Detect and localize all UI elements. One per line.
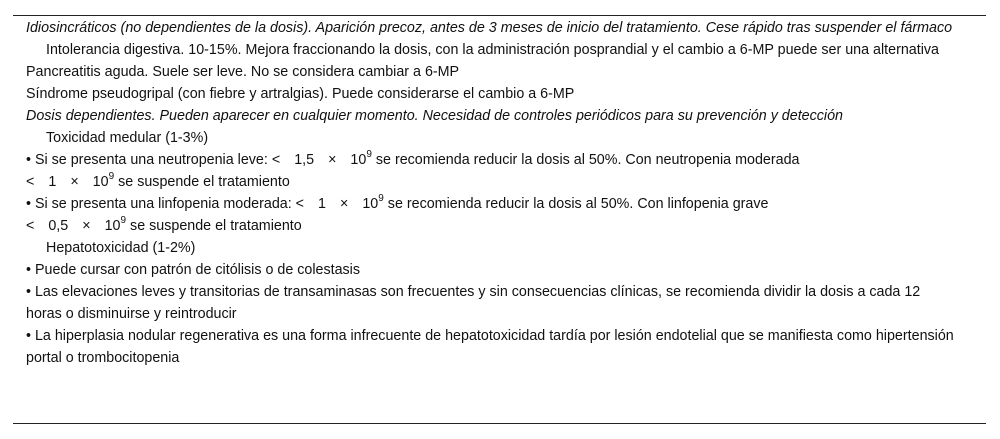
- power-base: 10: [362, 196, 379, 212]
- table-body: [26, 17, 961, 369]
- neutropenia-text-c: se suspende el tratamiento: [118, 174, 290, 190]
- times-sign: ×: [82, 218, 91, 234]
- lymphopenia-text-b: se recomienda reducir la dosis al 50%. Con linfopenia grave: [387, 196, 769, 212]
- neutropenia-row: [26, 149, 961, 193]
- neutropenia-moderate-threshold: 1: [48, 174, 57, 190]
- lymphopenia-text-c: se suspende el tratamiento: [130, 218, 302, 234]
- bone-marrow-toxicity-row: Toxicidad medular (1-3%): [46, 130, 209, 146]
- nodular-hyperplasia-row: • La hiperplasia nodular regenerativa es una forma infrecuente de hepatotoxicidad tardía por lesión endotelial que se manifiesta como hipertensión portal o trombocitopenia: [26, 328, 954, 366]
- transaminase-row: [26, 281, 961, 325]
- power-exponent: 9: [108, 171, 115, 183]
- table-bottom-rule: [13, 423, 986, 424]
- power-exponent: 9: [378, 193, 384, 205]
- power-base: 10: [92, 174, 109, 190]
- flu-like-syndrome-row: Síndrome pseudogripal (con fiebre y artralgias). Puede considerarse el cambio a 6-MP: [26, 86, 575, 102]
- lymphopenia-row: [26, 193, 961, 237]
- less-than-sign: <: [26, 174, 35, 190]
- power-exponent: 9: [366, 149, 372, 161]
- power-base: 10: [350, 152, 367, 168]
- idiosyncratic-section-header: Idiosincráticos (no dependientes de la dosis). Aparición precoz, antes de 3 meses de inicio del tratamiento. Cese rápido tras suspender el fármaco: [26, 20, 953, 36]
- table-top-rule: [13, 15, 986, 16]
- power-base: 10: [104, 218, 121, 234]
- transaminase-text-a: • Las elevaciones leves y transitorias de transaminasas son frecuentes y sin consecuencias clínicas, se recomienda dividir la dosis a cada 12: [26, 284, 921, 300]
- times-sign: ×: [339, 196, 349, 212]
- cytolysis-row: • Puede cursar con patrón de citólisis o de colestasis: [26, 262, 361, 278]
- transaminase-text-b: horas o disminuirse y reintroducir: [26, 306, 237, 322]
- times-sign: ×: [328, 152, 337, 168]
- acute-pancreatitis-row: Pancreatitis aguda. Suele ser leve. No se considera cambiar a 6-MP: [26, 64, 460, 80]
- times-sign: ×: [70, 174, 79, 190]
- lymphopenia-text-a: • Si se presenta una linfopenia moderada: <: [26, 196, 305, 212]
- dose-dependent-section-header: Dosis dependientes. Pueden aparecer en cualquier momento. Necesidad de controles periódicos para su prevención y detección: [26, 108, 844, 124]
- digestive-intolerance-row: Intolerancia digestiva. 10-15%. Mejora fraccionando la dosis, con la administración posprandial y el cambio a 6-MP puede ser una alternativa: [46, 42, 939, 58]
- lymphopenia-severe-threshold: 0,5: [48, 218, 69, 234]
- neutropenia-mild-threshold: 1,5: [294, 152, 315, 168]
- neutropenia-text-a: • Si se presenta una neutropenia leve: <: [26, 152, 281, 168]
- hepatotoxicity-row: Hepatotoxicidad (1-2%): [46, 240, 196, 256]
- less-than-sign: <: [26, 218, 35, 234]
- power-exponent: 9: [120, 215, 127, 227]
- lymphopenia-moderate-threshold: 1: [318, 196, 326, 212]
- neutropenia-text-b: se recomienda reducir la dosis al 50%. Con neutropenia moderada: [375, 152, 800, 168]
